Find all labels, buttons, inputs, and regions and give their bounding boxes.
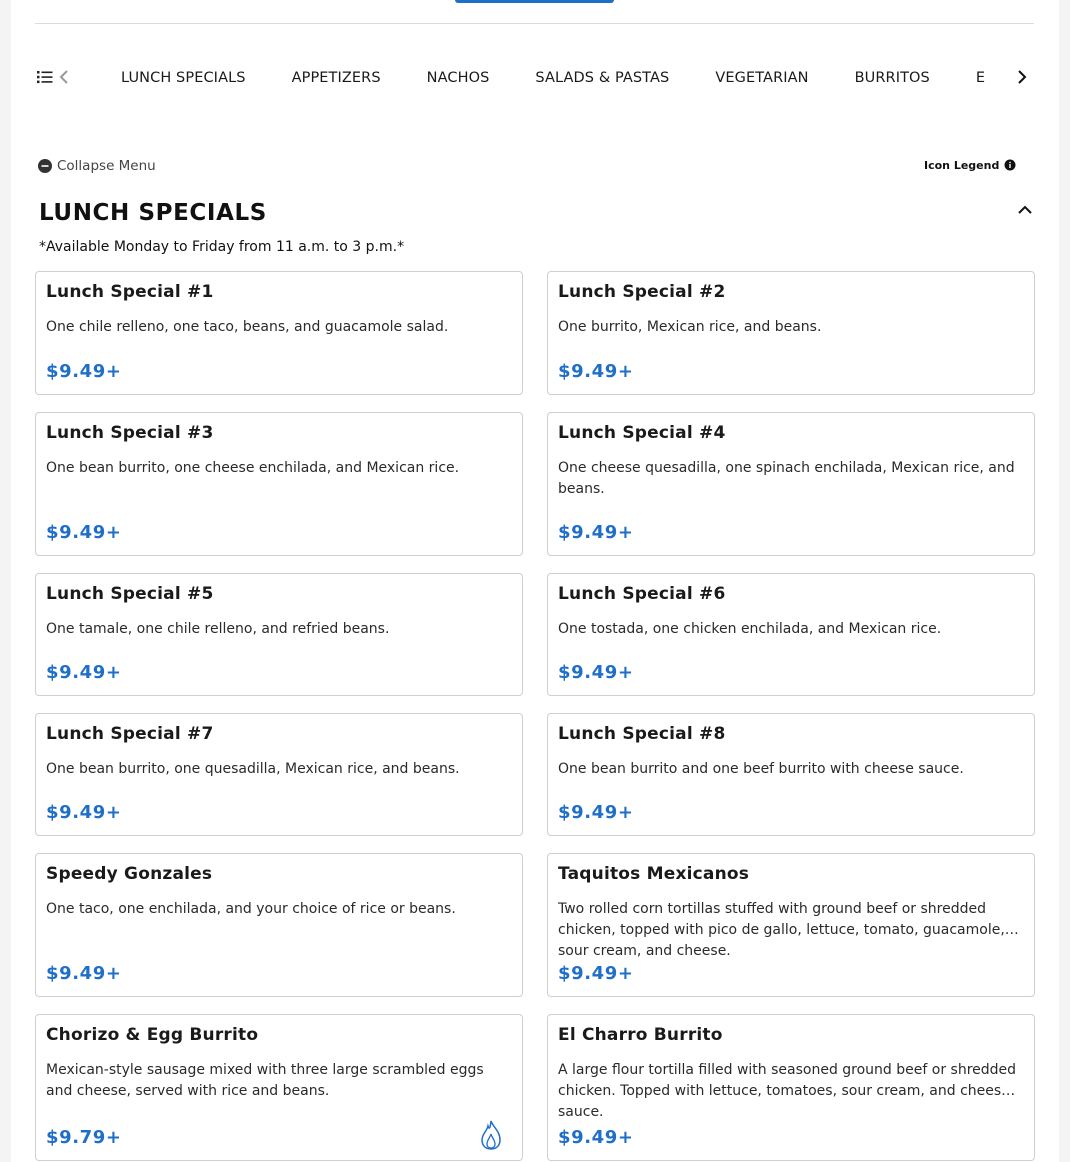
menu-page (11, 0, 1059, 1162)
menu-item-name: Lunch Special #4 (558, 423, 726, 443)
menu-item-description: One tamale, one chile relleno, and refried beans. (46, 621, 390, 637)
collapse-menu-button[interactable] (38, 157, 156, 175)
menu-item-price: $9.49+ (558, 963, 634, 984)
category-tab[interactable]: LUNCH SPECIALS (121, 70, 246, 86)
menu-item-name: El Charro Burrito (558, 1025, 723, 1045)
divider (35, 23, 1034, 24)
menu-item-description: One bean burrito, one quesadilla, Mexican rice, and beans. (46, 761, 460, 777)
list-icon[interactable] (37, 69, 53, 85)
menu-item-card[interactable] (547, 1014, 1035, 1161)
menu-item-name: Speedy Gonzales (46, 864, 213, 884)
menu-item-name: Lunch Special #8 (558, 724, 726, 744)
menu-item-name: Lunch Special #7 (46, 724, 214, 744)
category-tab[interactable]: SALADS & PASTAS (535, 70, 670, 86)
menu-item-card[interactable] (35, 1014, 523, 1161)
chevron-right-icon[interactable] (1015, 69, 1029, 85)
menu-item-name: Lunch Special #3 (46, 423, 214, 443)
menu-item-description: One burrito, Mexican rice, and beans. (558, 319, 822, 335)
menu-item-price: $9.49+ (46, 802, 122, 823)
minus-circle-icon (38, 159, 52, 173)
menu-item-card[interactable] (35, 412, 523, 556)
menu-item-price: $9.49+ (558, 522, 634, 543)
menu-item-price: $9.49+ (46, 963, 122, 984)
section-note: *Available Monday to Friday from 11 a.m. to 3 p.m.* (39, 239, 405, 255)
menu-item-description: Mexican-style sausage mixed with three large scrambled eggs and cheese, served with rice and beans. (46, 1062, 484, 1099)
menu-item-name: Chorizo & Egg Burrito (46, 1025, 259, 1045)
menu-item-card[interactable] (547, 713, 1035, 836)
menu-item-description: One tostada, one chicken enchilada, and Mexican rice. (558, 621, 942, 637)
menu-item-price: $9.49+ (46, 662, 122, 683)
menu-item-description: One taco, one enchilada, and your choice of rice or beans. (46, 901, 456, 917)
icon-legend-button[interactable] (924, 157, 1016, 173)
menu-item-name: Lunch Special #6 (558, 584, 726, 604)
chevron-left-icon[interactable] (57, 69, 71, 85)
menu-item-name: Lunch Special #5 (46, 584, 214, 604)
menu-item-price: $9.49+ (46, 522, 122, 543)
info-icon (1004, 159, 1016, 171)
menu-item-description: One chile relleno, one taco, beans, and guacamole salad. (46, 319, 449, 335)
category-tab[interactable]: VEGETARIAN (715, 70, 809, 86)
spicy-flame-icon (478, 1119, 504, 1151)
menu-item-description: One cheese quesadilla, one spinach enchilada, Mexican rice, and beans. (558, 460, 1015, 497)
menu-item-card[interactable] (547, 573, 1035, 696)
category-tab[interactable]: NACHOS (426, 70, 490, 86)
menu-item-price: $9.49+ (558, 662, 634, 683)
menu-item-price: $9.49+ (558, 361, 634, 382)
menu-item-price: $9.49+ (558, 802, 634, 823)
menu-item-description: A large flour tortilla filled with seasoned ground beef or shredded chicken. Topped with lettuce, tomatoes, sour cream, and cheese sauce. (558, 1062, 1017, 1120)
menu-item-card[interactable] (35, 573, 523, 696)
category-tab[interactable]: BURRITOS (854, 70, 930, 86)
menu-item-price: $9.49+ (46, 361, 122, 382)
section-title: LUNCH SPECIALS (39, 200, 267, 226)
chevron-up-icon[interactable] (1016, 201, 1034, 217)
menu-item-price: $9.79+ (46, 1127, 122, 1148)
menu-item-card[interactable] (547, 853, 1035, 997)
collapse-menu-label: Collapse Menu (57, 158, 156, 174)
menu-item-card[interactable] (35, 853, 523, 997)
menu-item-description: One bean burrito, one cheese enchilada, and Mexican rice. (46, 460, 460, 476)
category-tab[interactable]: APPETIZERS (291, 70, 381, 86)
order-button[interactable] (455, 0, 614, 3)
menu-item-name: Taquitos Mexicanos (558, 864, 750, 884)
menu-item-name: Lunch Special #2 (558, 282, 726, 302)
menu-item-card[interactable] (35, 271, 523, 395)
icon-legend-label: Icon Legend (924, 158, 1000, 172)
menu-item-description: Two rolled corn tortillas stuffed with ground beef or shredded chicken, topped with pico de gallo, lettuce, tomato, guacamole, sour cream, and cheese. (558, 901, 1005, 959)
menu-item-card[interactable] (547, 412, 1035, 556)
menu-item-name: Lunch Special #1 (46, 282, 214, 302)
menu-item-price: $9.49+ (558, 1127, 634, 1148)
menu-item-card[interactable] (35, 713, 523, 836)
category-nav (35, 58, 1034, 98)
category-tabs (97, 58, 997, 98)
menu-item-card[interactable] (547, 271, 1035, 395)
menu-item-description: One bean burrito and one beef burrito with cheese sauce. (558, 761, 964, 777)
category-tab[interactable]: E (975, 70, 986, 86)
